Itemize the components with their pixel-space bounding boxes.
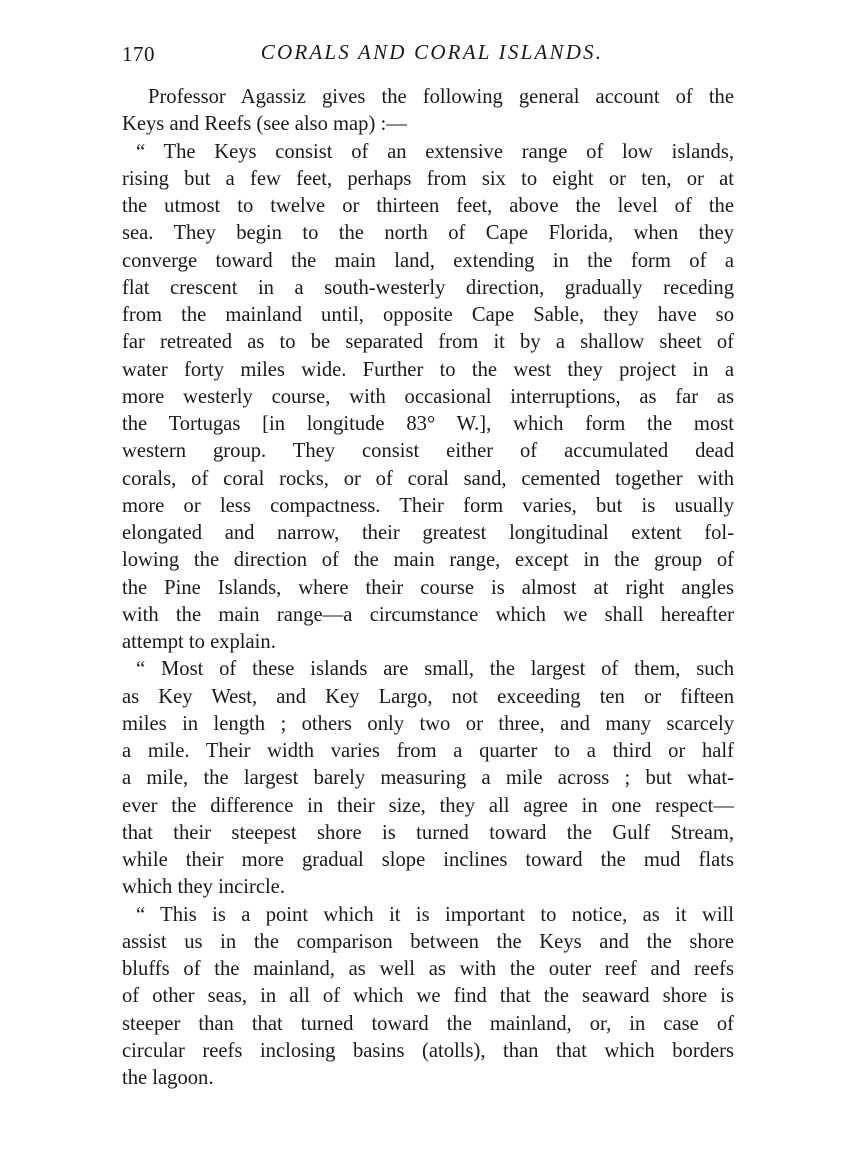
text-line: rising but a few feet, perhaps from six to eight or ten, or at bbox=[122, 167, 734, 190]
text-line: the lagoon. bbox=[122, 1067, 214, 1089]
paragraph-agassiz-intro bbox=[122, 84, 734, 139]
running-title: CORALS AND CORAL ISLANDS. bbox=[260, 40, 604, 64]
text-line: a mile. Their width varies from a quarter to a third or half bbox=[122, 740, 734, 762]
text-line: from the mainland until, opposite Cape Sable, they have so bbox=[122, 304, 734, 326]
text-line: the Tortugas [in longitude 83° W.], which form the most bbox=[122, 413, 734, 435]
text-line: circular reefs inclosing basins (atolls), than that which borders bbox=[122, 1039, 734, 1062]
text-line: the utmost to twelve or thirteen feet, above the level of the bbox=[122, 195, 734, 217]
page-number: 170 bbox=[122, 42, 155, 66]
text-line: more or less compactness. Their form varies, but is usually bbox=[122, 494, 734, 517]
text-line: attempt to explain. bbox=[122, 631, 276, 653]
text-line: as Key West, and Key Largo, not exceeding ten or fifteen bbox=[122, 685, 734, 708]
text-line: flat crescent in a south-westerly direction, gradually receding bbox=[122, 276, 734, 299]
text-line: ever the difference in their size, they all agree in one respect— bbox=[122, 794, 734, 817]
text-line: a mile, the largest barely measuring a mile across ; but what- bbox=[122, 767, 734, 790]
text-line: assist us in the comparison between the Keys and the shore bbox=[122, 930, 734, 953]
text-line: “ Most of these islands are small, the largest of them, such bbox=[136, 658, 734, 681]
text-line: corals, of coral rocks, or of coral sand, cemented together with bbox=[122, 467, 734, 490]
text-line: miles in length ; others only two or three, and many scarcely bbox=[122, 712, 734, 735]
paragraph-seaward-shore bbox=[122, 902, 734, 1093]
text-line: “ This is a point which it is important to notice, as it will bbox=[136, 903, 734, 926]
paragraph-island-sizes bbox=[122, 656, 734, 901]
text-line: the Pine Islands, where their course is almost at right angles bbox=[122, 576, 734, 599]
text-line: “ The Keys consist of an extensive range of low islands, bbox=[136, 140, 734, 163]
text-line: far retreated as to be separated from it by a shallow sheet of bbox=[122, 331, 734, 354]
text-line: water forty miles wide. Further to the west they project in a bbox=[122, 358, 734, 381]
text-line: lowing the direction of the main range, except in the group of bbox=[122, 549, 734, 572]
text-line: while their more gradual slope inclines toward the mud flats bbox=[122, 849, 734, 871]
text-line: steeper than that turned toward the mainland, or, in case of bbox=[122, 1012, 734, 1035]
running-head bbox=[122, 38, 734, 70]
text-line: elongated and narrow, their greatest longitudinal extent fol- bbox=[122, 522, 734, 544]
text-line: sea. They begin to the north of Cape Florida, when they bbox=[122, 222, 734, 245]
text-line: more westerly course, with occasional interruptions, as far as bbox=[122, 385, 734, 408]
text-line: Professor Agassiz gives the following general account of the bbox=[148, 86, 734, 108]
text-line: converge toward the main land, extending in the form of a bbox=[122, 249, 734, 272]
text-line: western group. They consist either of accumulated dead bbox=[122, 440, 734, 463]
text-line: of other seas, in all of which we find that the seaward shore is bbox=[122, 985, 734, 1008]
text-line: which they incircle. bbox=[122, 876, 285, 899]
text-line: bluffs of the mainland, as well as with the outer reef and reefs bbox=[122, 958, 734, 980]
text-line: Keys and Reefs (see also map) :— bbox=[122, 113, 407, 136]
body-text bbox=[122, 84, 734, 1092]
text-line: that their steepest shore is turned toward the Gulf Stream, bbox=[122, 821, 734, 844]
paragraph-keys-description bbox=[122, 139, 734, 657]
text-line: with the main range—a circumstance which we shall hereafter bbox=[122, 603, 734, 626]
